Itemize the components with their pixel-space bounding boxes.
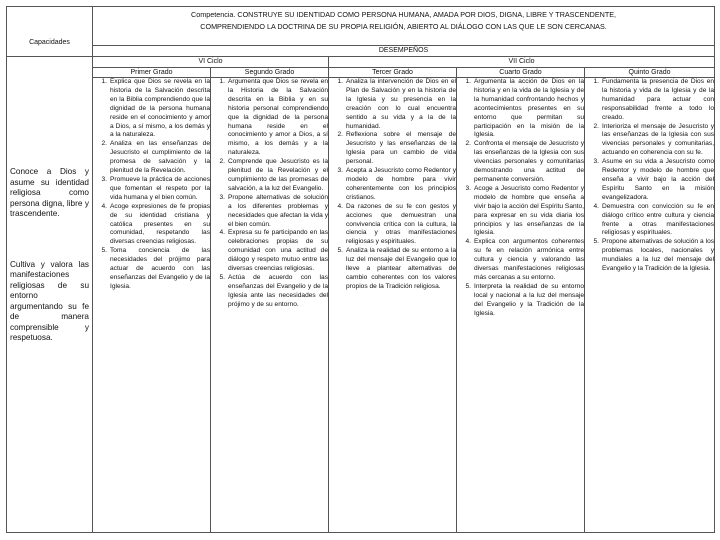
item-number: 2. [465,140,471,148]
item-number: 5. [101,247,107,255]
item-text: Analiza en las enseñanzas de Jesucristo el cumplimiento de la promesa de salvación y la plenitud de la Revelación. [110,140,210,175]
item-number: 2. [593,122,599,130]
desempeno-list [93,78,210,292]
item-number: 5. [219,273,225,281]
item-text: Asume en su vida a Jesucristo como Redentor y modelo de hombre que enseña a vivir bajo la acción del Espíritu Santo en la misión evangelizadora. [602,158,715,201]
item-number: 3. [219,193,225,201]
grade-column [211,78,329,533]
item-text: Interioriza el mensaje de Jesucristo y las enseñanzas de la Iglesia con sus vivencias personales y comunitarias, actuando en coherencia con su fe. [602,122,715,157]
item-number: 5. [337,247,343,255]
desempeno-list [457,78,584,318]
desempeno-item [457,78,584,140]
item-text: Acepta a Jesucristo como Redentor y modelo de hombre para vivir coherentemente con los principios cristianos. [346,167,456,201]
item-number: 3. [593,158,599,166]
grade-header: Quinto Grado [585,68,715,78]
item-number: 4. [465,238,471,246]
grade-body-row [7,78,715,533]
desempeno-list [211,78,328,310]
item-text: Interpreta la realidad de su entorno local y nacional a la luz del mensaje del Evangelio y la Tradición de la Iglesia. [474,282,584,317]
capacidad-1: Conoce a Dios y asume su identidad religiosa como persona digna, libre y trascendente. [10,167,89,218]
grade-column [93,78,211,533]
item-number: 4. [593,202,599,210]
desempeno-list [329,78,456,292]
desempenos-table-container [6,6,714,534]
item-number: 4. [337,202,343,210]
desempeno-item [329,131,456,167]
item-text: Explica que Dios se revela en la historia de la Salvación descrita en la Biblia comprendiendo que la dignidad de la persona humana reside en el conocimiento y amor a Dios, a sí mismo, a los demás y a la naturaleza. [110,78,210,139]
item-number: 5. [593,238,599,246]
desempeno-item [585,123,714,159]
desempeno-item [211,229,328,274]
item-text: Actúa de acuerdo con las enseñanzas del Evangelio y de la Iglesia ante las necesidades del prójimo y de su entorno. [228,273,328,308]
desempeno-item [93,78,210,140]
desempeno-item [93,176,210,203]
capacidades-column [7,57,93,533]
item-number: 1. [593,78,599,85]
item-number: 4. [101,202,107,210]
desempeno-item [211,78,328,158]
desempenos-header: DESEMPEÑOS [93,46,715,57]
item-text: Reflexiona sobre el mensaje de Jesucristo y las enseñanzas de la Iglesia para un cambio de vida personal. [346,131,456,166]
desempeno-item [211,194,328,230]
desempeno-item [329,167,456,203]
item-text: Acoge expresiones de fe propias de su identidad cristiana y católica presentes en su comunidad, respetando las diversas creencias religiosas. [110,202,210,246]
item-text: Argumenta la acción de Dios en la historia y en la vida de la Iglesia y de la humanidad confrontando hechos y acontecimientos presentes en su entorno que permitan su participación en la misión de la Iglesia. [474,78,584,139]
grade-header: Primer Grado [93,68,211,78]
item-number: 3. [465,184,471,192]
desempeno-item [457,185,584,238]
desempeno-item [93,247,210,292]
item-text: Propone alternativas de solución a los problemas locales, nacionales y mundiales a la luz del mensaje del Evangelio y la Tradición de la Iglesia. [602,238,715,273]
desempeno-item [585,78,714,123]
item-number: 2. [101,140,107,148]
grade-column [329,78,457,533]
grade-header: Tercer Grado [329,68,457,78]
item-number: 1. [465,78,471,85]
grade-header: Segundo Grado [211,68,329,78]
grade-column [457,78,585,533]
competencia-line-1: Competencia. CONSTRUYE SU IDENTIDAD COMO PERSONA HUMANA, AMADA POR DIOS, DIGNA, LIBRE Y TRASCENDENTE, [191,10,616,19]
ciclo-vii-header: VII Ciclo [329,57,715,68]
item-number: 3. [337,167,343,175]
capacidades-label: Capacidades [29,39,70,46]
item-number: 3. [101,175,107,183]
desempeno-item [93,203,210,248]
desempeno-item [585,203,714,239]
item-text: Demuestra con convicción su fe en diálogo crítico entre cultura y ciencia frente a otras manifestaciones religiosas y espirituales. [602,202,715,237]
item-text: Propone alternativas de solución a los diferentes problemas y necesidades que afectan la vida y el bien común. [228,193,328,228]
item-number: 4. [219,229,225,237]
ciclo-vi-header: VI Ciclo [93,57,329,68]
item-text: Confronta el mensaje de Jesucristo y las enseñanzas de la Iglesia con sus vivencias personales y comunitarias demostrando una actitud de permanente conversión. [474,140,584,183]
competencia-header [93,7,715,46]
item-number: 1. [337,78,343,85]
capacidades-header [7,7,93,57]
desempeno-item [329,203,456,248]
grade-header-row [7,68,715,78]
desempeno-list [585,78,714,274]
desempeno-item [457,238,584,283]
grade-column [585,78,715,533]
desempeno-item [585,158,714,203]
desempenos-table [6,6,715,533]
item-text: Fundamenta la presencia de Dios en la historia y vida de la Iglesia y de la humanidad para actuar con responsabilidad frente a todo lo creado. [602,78,715,121]
item-text: Analiza la intervención de Dios en el Plan de Salvación y en la historia de la Iglesia y su presencia en la creación con lo cual encuentra sentido a su vida y a la de la humanidad. [346,78,456,130]
desempeno-item [93,140,210,176]
desempeno-item [211,158,328,194]
grade-header: Cuarto Grado [457,68,585,78]
item-text: Acoge a Jesucristo como Redentor y modelo de hombre que enseña a vivir bajo la acción del Espíritu Santo, para expresar en su vida diaria los principios y las enseñanzas de la Iglesia. [474,184,584,237]
desempeno-item [211,274,328,310]
item-text: Comprende que Jesucristo es la plenitud de la Revelación y el cumplimiento de las promesas de salvación, a la luz del Evangelio. [228,158,328,192]
item-text: Analiza la realidad de su entorno a la luz del mensaje del Evangelio que lo lleve a plantear alternativas de cambio coherentes con los valores propios de la Tradición religiosa. [346,247,456,290]
desempeno-item [457,140,584,185]
item-number: 1. [219,78,225,85]
item-text: Expresa su fe participando en las celebraciones propias de su comunidad con una actitud de diálogo y respeto mutuo entre las diversas creencias religiosas. [228,229,328,273]
item-number: 2. [219,158,225,166]
competencia-line-2: COMPRENDIENDO LA DOCTRINA DE SU PROPIA RELIGIÓN, ABIERTO AL DIÁLOGO CON LAS QUE LE SON CERCANAS. [200,22,607,31]
item-text: Promueve la práctica de acciones que fomentan el respeto por la vida humana y el bien común. [110,175,210,201]
item-number: 5. [465,282,471,290]
desempeno-item [457,283,584,319]
item-number: 2. [337,131,343,139]
item-number: 1. [101,78,107,85]
item-text: Da razones de su fe con gestos y acciones que demuestran una convivencia crítica con la cultura, la ciencia y otras manifestaciones religiosas y espirituales. [346,202,456,246]
desempeno-item [329,78,456,131]
item-text: Explica con argumentos coherentes su fe en relación armónica entre cultura y ciencia y valorando las diversas manifestaciones religiosas más cercanas a su entorno. [474,238,584,281]
desempeno-item [585,238,714,274]
desempeno-item [329,247,456,292]
item-text: Toma conciencia de las necesidades del prójimo para actuar de acuerdo con las enseñanzas del Evangelio y de la Iglesia. [110,247,210,290]
item-text: Argumenta que Dios se revela en la Historia de la Salvación descrita en la Biblia y en su historia personal comprendiendo que la dignidad de la persona humana reside en el conocimiento y amor a Dios, a sí mismo, a los demás y a la naturaleza. [228,78,328,157]
capacidad-2: Cultiva y valora las manifestaciones religiosas de su entorno argumentando su fe de manera comprensible y respetuosa. [10,259,89,342]
